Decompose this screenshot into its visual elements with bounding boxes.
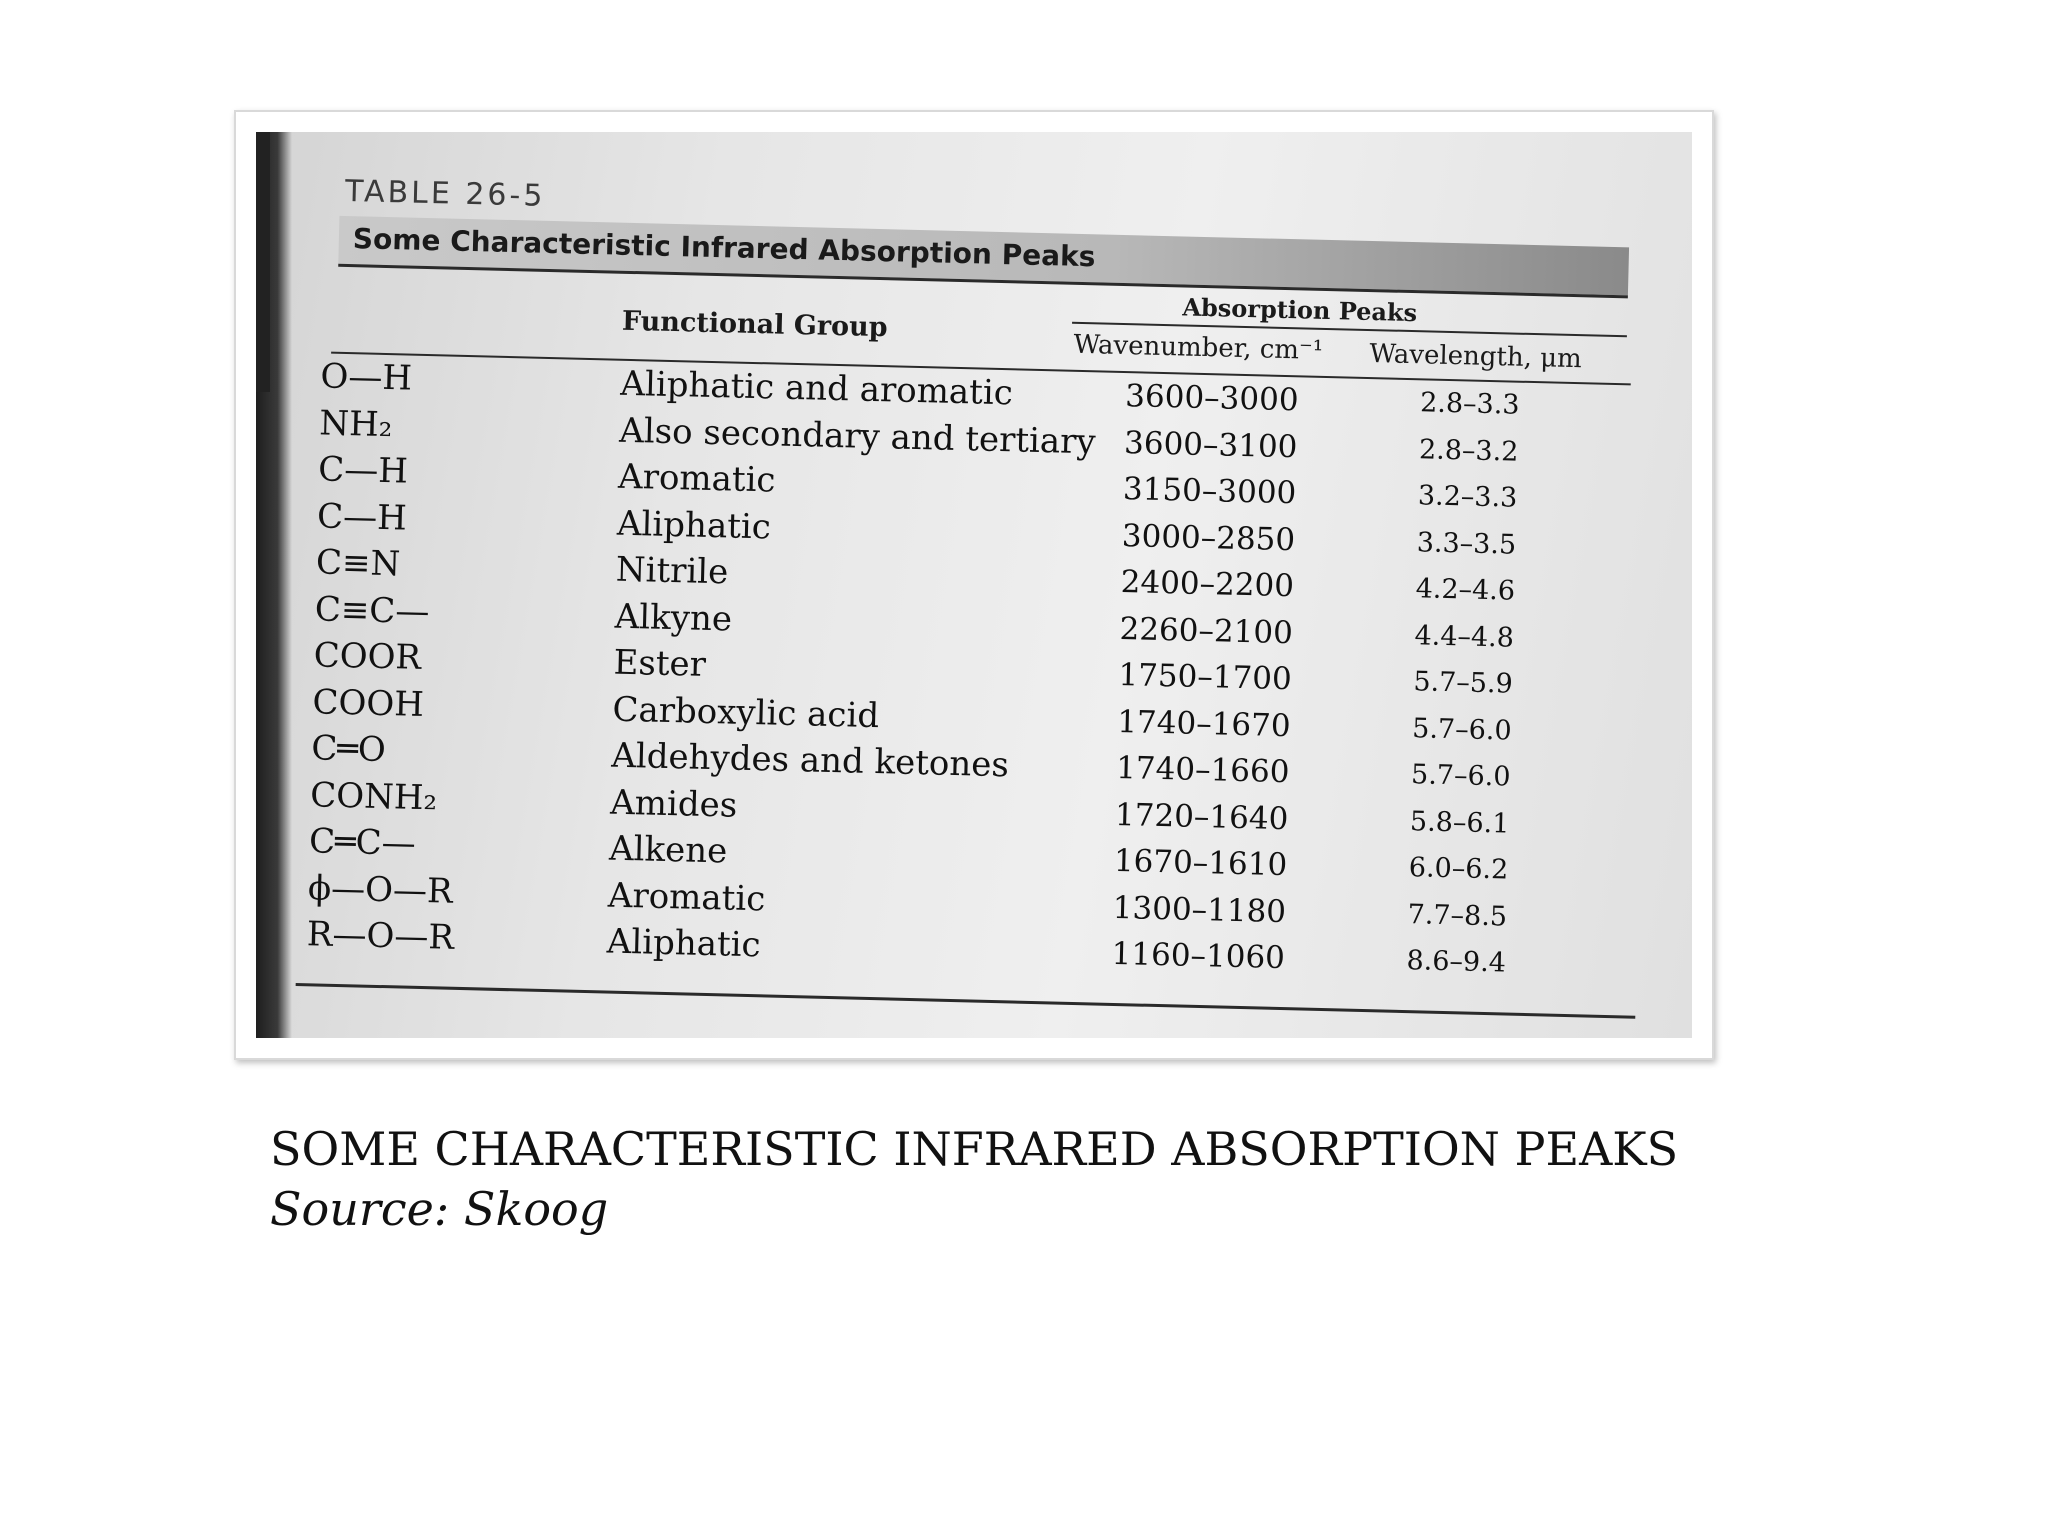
description-cell: Also secondary and tertiary xyxy=(618,410,1097,462)
wavenumber-cell: 2260–2100 xyxy=(1119,610,1294,651)
wavelength-cell: 5.7–6.0 xyxy=(1410,759,1511,793)
description-cell: Aromatic xyxy=(617,456,776,501)
formula-cell: COOH xyxy=(312,681,425,725)
wavenumber-cell: 1160–1060 xyxy=(1111,935,1286,977)
wavenumber-cell: 1720–1640 xyxy=(1114,796,1289,837)
photo-image xyxy=(256,132,1692,1038)
absorption-peaks-header: Absorption Peaks xyxy=(1182,292,1418,328)
formula-cell: C≡N xyxy=(315,542,401,585)
description-cell: Aliphatic and aromatic xyxy=(619,363,1014,414)
description-cell: Nitrile xyxy=(615,549,729,593)
formula-cell: COOR xyxy=(313,635,422,678)
wavenumber-cell: 3000–2850 xyxy=(1121,517,1296,558)
formula-cell: C—H xyxy=(316,495,408,539)
wavelength-cell: 4.4–4.8 xyxy=(1414,619,1515,654)
table-body xyxy=(256,352,1661,991)
table-title-band xyxy=(338,216,1629,299)
wavenumber-cell: 1300–1180 xyxy=(1112,889,1287,930)
description-cell: Aliphatic xyxy=(606,921,762,966)
wavelength-cell: 4.2–4.6 xyxy=(1415,573,1516,607)
description-cell: Aldehydes and ketones xyxy=(610,735,1010,786)
formula-cell: C—H xyxy=(317,449,409,492)
absorption-table xyxy=(256,152,1686,1038)
description-cell: Ester xyxy=(613,642,707,685)
wavelength-cell: 3.2–3.3 xyxy=(1417,480,1518,514)
formula-cell: C═C— xyxy=(308,821,417,864)
table-photo xyxy=(234,110,1714,1060)
formula-cell: C≡C— xyxy=(314,588,430,632)
table-bottom-rule xyxy=(296,983,1636,1019)
table-label: TABLE 26-5 xyxy=(344,173,546,214)
description-cell: Alkene xyxy=(608,828,728,872)
wavenumber-cell: 1740–1670 xyxy=(1116,703,1292,744)
description-cell: Alkyne xyxy=(614,596,733,640)
table-title: Some Characteristic Infrared Absorption Peaks xyxy=(352,222,1096,274)
wavelength-cell: 5.7–6.0 xyxy=(1411,712,1513,747)
wavelength-cell: 7.7–8.5 xyxy=(1407,898,1508,933)
wavelength-cell: 8.6–9.4 xyxy=(1406,945,1507,979)
formula-cell: R—O—R xyxy=(306,914,455,958)
formula-cell: ϕ—O—R xyxy=(307,867,454,912)
formula-cell: NH₂ xyxy=(318,402,393,445)
wavelength-cell: 2.8–3.2 xyxy=(1418,433,1519,468)
wavenumber-cell: 1670–1610 xyxy=(1113,842,1288,884)
wavelength-header: Wavelength, μm xyxy=(1369,339,1583,375)
description-cell: Aromatic xyxy=(607,875,766,919)
description-cell: Amides xyxy=(609,782,738,826)
description-cell: Aliphatic xyxy=(616,503,772,547)
figure-caption: SOME CHARACTERISTIC INFRARED ABSORPTION PEAKS xyxy=(270,1122,1679,1176)
wavelength-cell: 3.3–3.5 xyxy=(1416,526,1517,561)
wavelength-cell: 2.8–3.3 xyxy=(1419,387,1520,421)
formula-cell: CONH₂ xyxy=(309,774,438,818)
functional-group-header: Functional Group xyxy=(621,305,888,344)
description-cell: Carboxylic acid xyxy=(612,689,880,736)
wavelength-cell: 5.8–6.1 xyxy=(1409,805,1510,840)
wavelength-cell: 5.7–5.9 xyxy=(1413,666,1514,700)
wavenumber-cell: 1740–1660 xyxy=(1115,749,1290,791)
wavenumber-cell: 1750–1700 xyxy=(1118,656,1293,698)
wavenumber-header: Wavenumber, cm⁻¹ xyxy=(1073,329,1324,366)
wavenumber-cell: 2400–2200 xyxy=(1120,564,1295,605)
formula-cell: C═O xyxy=(310,728,387,771)
wavelength-cell: 6.0–6.2 xyxy=(1408,852,1509,886)
wavenumber-cell: 3600–3100 xyxy=(1123,424,1298,465)
figure-source: Source: Skoog xyxy=(270,1182,609,1236)
wavenumber-cell: 3150–3000 xyxy=(1122,471,1297,512)
formula-cell: O—H xyxy=(320,356,413,399)
wavenumber-cell: 3600–3000 xyxy=(1124,378,1299,419)
